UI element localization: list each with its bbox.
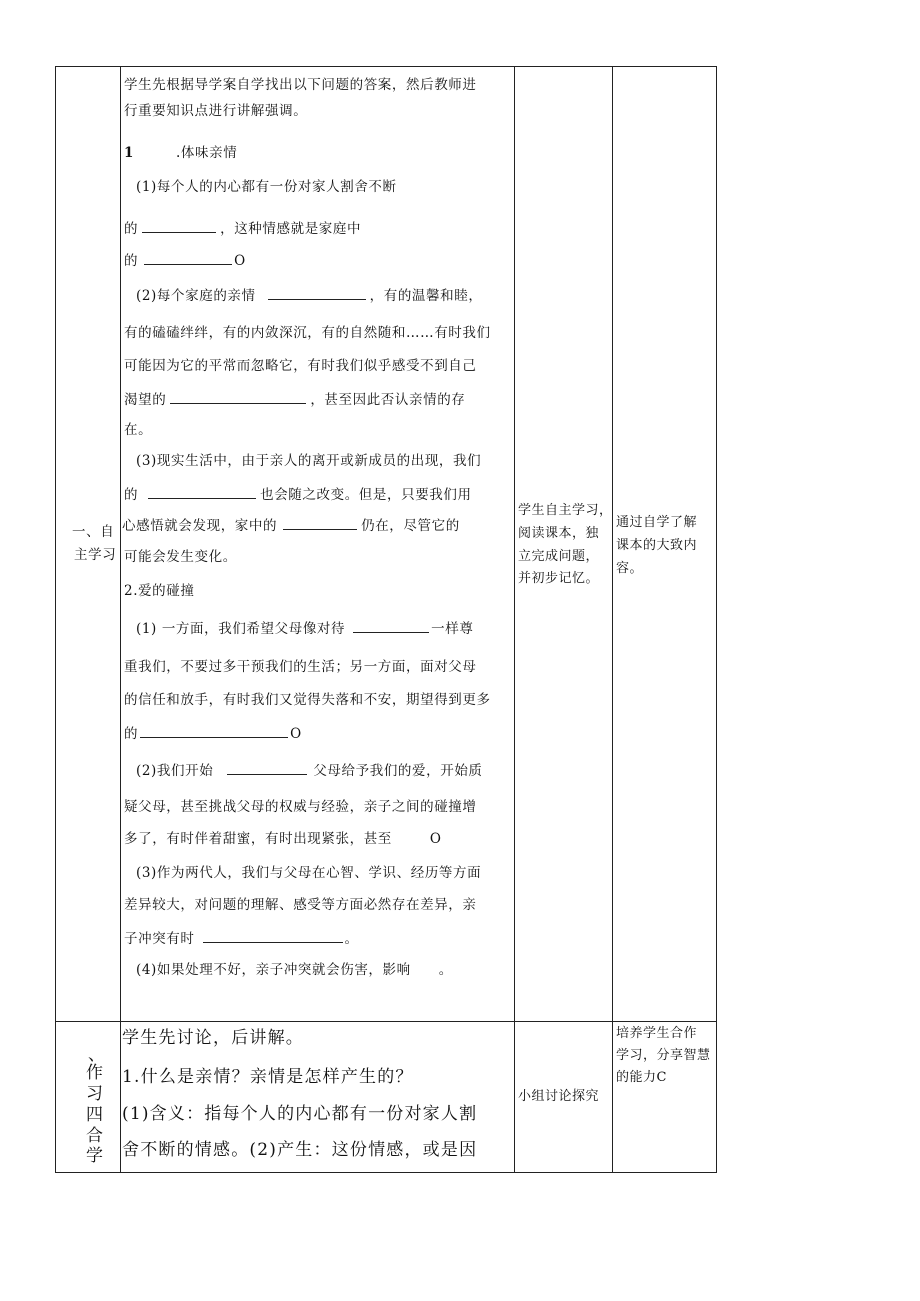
heading-number: 1: [124, 145, 134, 161]
column-divider: [120, 67, 121, 1172]
intro-line: 行重要知识点进行讲解强调。: [124, 103, 308, 119]
fill-blank: [283, 515, 357, 530]
column-divider: [514, 67, 515, 1172]
fill-blank: [268, 285, 366, 300]
fill-blank: [142, 218, 216, 233]
fill-blank: [148, 484, 256, 499]
heading-feel-family-love: .体味亲情: [176, 145, 238, 161]
fill-blank: [170, 389, 306, 404]
heading-love-collision: 2.爱的碰撞: [124, 583, 195, 599]
fill-blank: [140, 723, 288, 738]
cooperative-study-activity: 小组讨论探究: [518, 1089, 600, 1104]
fill-blank: [227, 760, 307, 775]
column-divider: [612, 67, 613, 1172]
row-divider: [56, 1021, 716, 1022]
fill-blank: [144, 250, 232, 265]
fill-blank: [353, 618, 429, 633]
intro-line: 学生先根据导学案自学找出以下问题的答案，然后教师进: [124, 77, 477, 93]
fill-blank: [203, 928, 343, 943]
